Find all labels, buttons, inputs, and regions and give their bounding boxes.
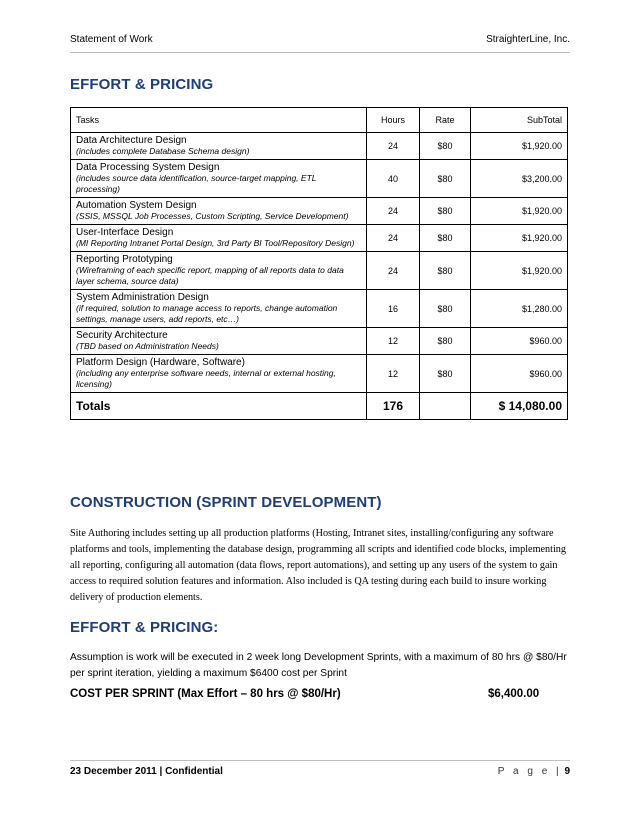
task-name: Data Architecture Design [76, 135, 187, 146]
task-cell [71, 133, 367, 160]
task-subtotal: $960.00 [471, 328, 568, 355]
footer-left: 23 December 2011 | Confidential [70, 766, 223, 777]
task-description: (includes complete Database Schema design) [76, 146, 250, 156]
table-row [71, 355, 568, 393]
task-subtotal: $960.00 [471, 355, 568, 393]
task-rate: $80 [420, 225, 471, 252]
table-row [71, 225, 568, 252]
task-hours: 12 [367, 328, 420, 355]
task-name: Platform Design (Hardware, Software) [76, 357, 245, 368]
effort-pricing-heading: EFFORT & PRICING [70, 76, 214, 93]
task-hours: 24 [367, 133, 420, 160]
task-rate: $80 [420, 290, 471, 328]
task-cell [71, 252, 367, 290]
footer-rule [70, 760, 570, 761]
totals-rate [420, 393, 471, 420]
task-rate: $80 [420, 355, 471, 393]
construction-body: Site Authoring includes setting up all production platforms (Hosting, Intranet sites, installing/configuring any software platforms and tools, implementing the database design, programming all scripts and identified code blocks, implementing all reporting, configuring all automation (data flows, report automations), and setting up any users of the system to gain access to required solution features and information. Also included is QA testing during each build to insure working delivery of production elements. [70, 528, 566, 603]
task-hours: 16 [367, 290, 420, 328]
task-subtotal: $3,200.00 [471, 160, 568, 198]
task-rate: $80 [420, 133, 471, 160]
task-cell [71, 198, 367, 225]
table-row [71, 160, 568, 198]
task-description: (TBD based on Administration Needs) [76, 341, 219, 351]
totals-row [71, 393, 568, 420]
pricing-table [70, 107, 568, 420]
totals-subtotal: $ 14,080.00 [471, 393, 568, 420]
page-number: 9 [564, 766, 570, 777]
task-rate: $80 [420, 328, 471, 355]
table-row [71, 198, 568, 225]
task-name: Data Processing System Design [76, 162, 220, 173]
task-cell [71, 160, 367, 198]
page-header [70, 34, 570, 45]
task-cell [71, 290, 367, 328]
table-row [71, 133, 568, 160]
page-label: P a g e | [497, 766, 562, 777]
task-hours: 24 [367, 225, 420, 252]
task-rate: $80 [420, 160, 471, 198]
task-description: (including any enterprise software needs, internal or external hosting, licensing) [76, 368, 336, 389]
task-hours: 40 [367, 160, 420, 198]
task-name: Security Architecture [76, 330, 168, 341]
table-header-row [71, 108, 568, 133]
task-subtotal: $1,920.00 [471, 133, 568, 160]
totals-hours: 176 [367, 393, 420, 420]
task-cell [71, 328, 367, 355]
table-row [71, 290, 568, 328]
construction-heading: CONSTRUCTION (SPRINT DEVELOPMENT) [70, 494, 382, 511]
totals-label: Totals [71, 393, 367, 420]
header-left: Statement of Work [70, 34, 153, 45]
task-rate: $80 [420, 252, 471, 290]
task-description: (MI Reporting Intranet Portal Design, 3rd Party BI Tool/Repository Design) [76, 238, 355, 248]
col-subtotal: SubTotal [471, 108, 568, 133]
cost-per-sprint [70, 688, 540, 700]
task-hours: 12 [367, 355, 420, 393]
header-right: StraighterLine, Inc. [486, 34, 570, 45]
task-hours: 24 [367, 198, 420, 225]
task-rate: $80 [420, 198, 471, 225]
task-name: User-Interface Design [76, 227, 174, 238]
task-cell [71, 355, 367, 393]
cost-per-sprint-label: COST PER SPRINT (Max Effort – 80 hrs @ $80/Hr) [70, 688, 341, 700]
task-subtotal: $1,920.00 [471, 198, 568, 225]
task-hours: 24 [367, 252, 420, 290]
task-cell [71, 225, 367, 252]
header-rule [70, 52, 570, 53]
task-subtotal: $1,280.00 [471, 290, 568, 328]
sprint-assumption-text: Assumption is work will be executed in 2 week long Development Sprints, with a maximum of 80 hrs @ $80/Hr per sprint iteration, yielding a maximum $6400 cost per Sprint [70, 652, 567, 679]
task-name: System Administration Design [76, 292, 209, 303]
task-description: (Wireframing of each specific report, mapping of all reports data to data layer schema, source data) [76, 265, 344, 286]
page-indicator [498, 766, 570, 777]
task-subtotal: $1,920.00 [471, 225, 568, 252]
table-body [71, 133, 568, 393]
task-subtotal: $1,920.00 [471, 252, 568, 290]
page-footer [70, 766, 570, 777]
task-description: (includes source data identification, source-target mapping, ETL processing) [76, 173, 317, 194]
table-row [71, 252, 568, 290]
table-row [71, 328, 568, 355]
task-name: Automation System Design [76, 200, 197, 211]
col-hours: Hours [367, 108, 420, 133]
col-tasks: Tasks [71, 108, 367, 133]
cost-per-sprint-value: $6,400.00 [488, 688, 540, 700]
task-name: Reporting Prototyping [76, 254, 173, 265]
effort-pricing-2-heading: EFFORT & PRICING: [70, 619, 219, 636]
task-description: (SSIS, MSSQL Job Processes, Custom Scripting, Service Development) [76, 211, 349, 221]
task-description: (if required, solution to manage access to reports, change automation settings, manage users, add reports, etc…) [76, 303, 338, 324]
col-rate: Rate [420, 108, 471, 133]
